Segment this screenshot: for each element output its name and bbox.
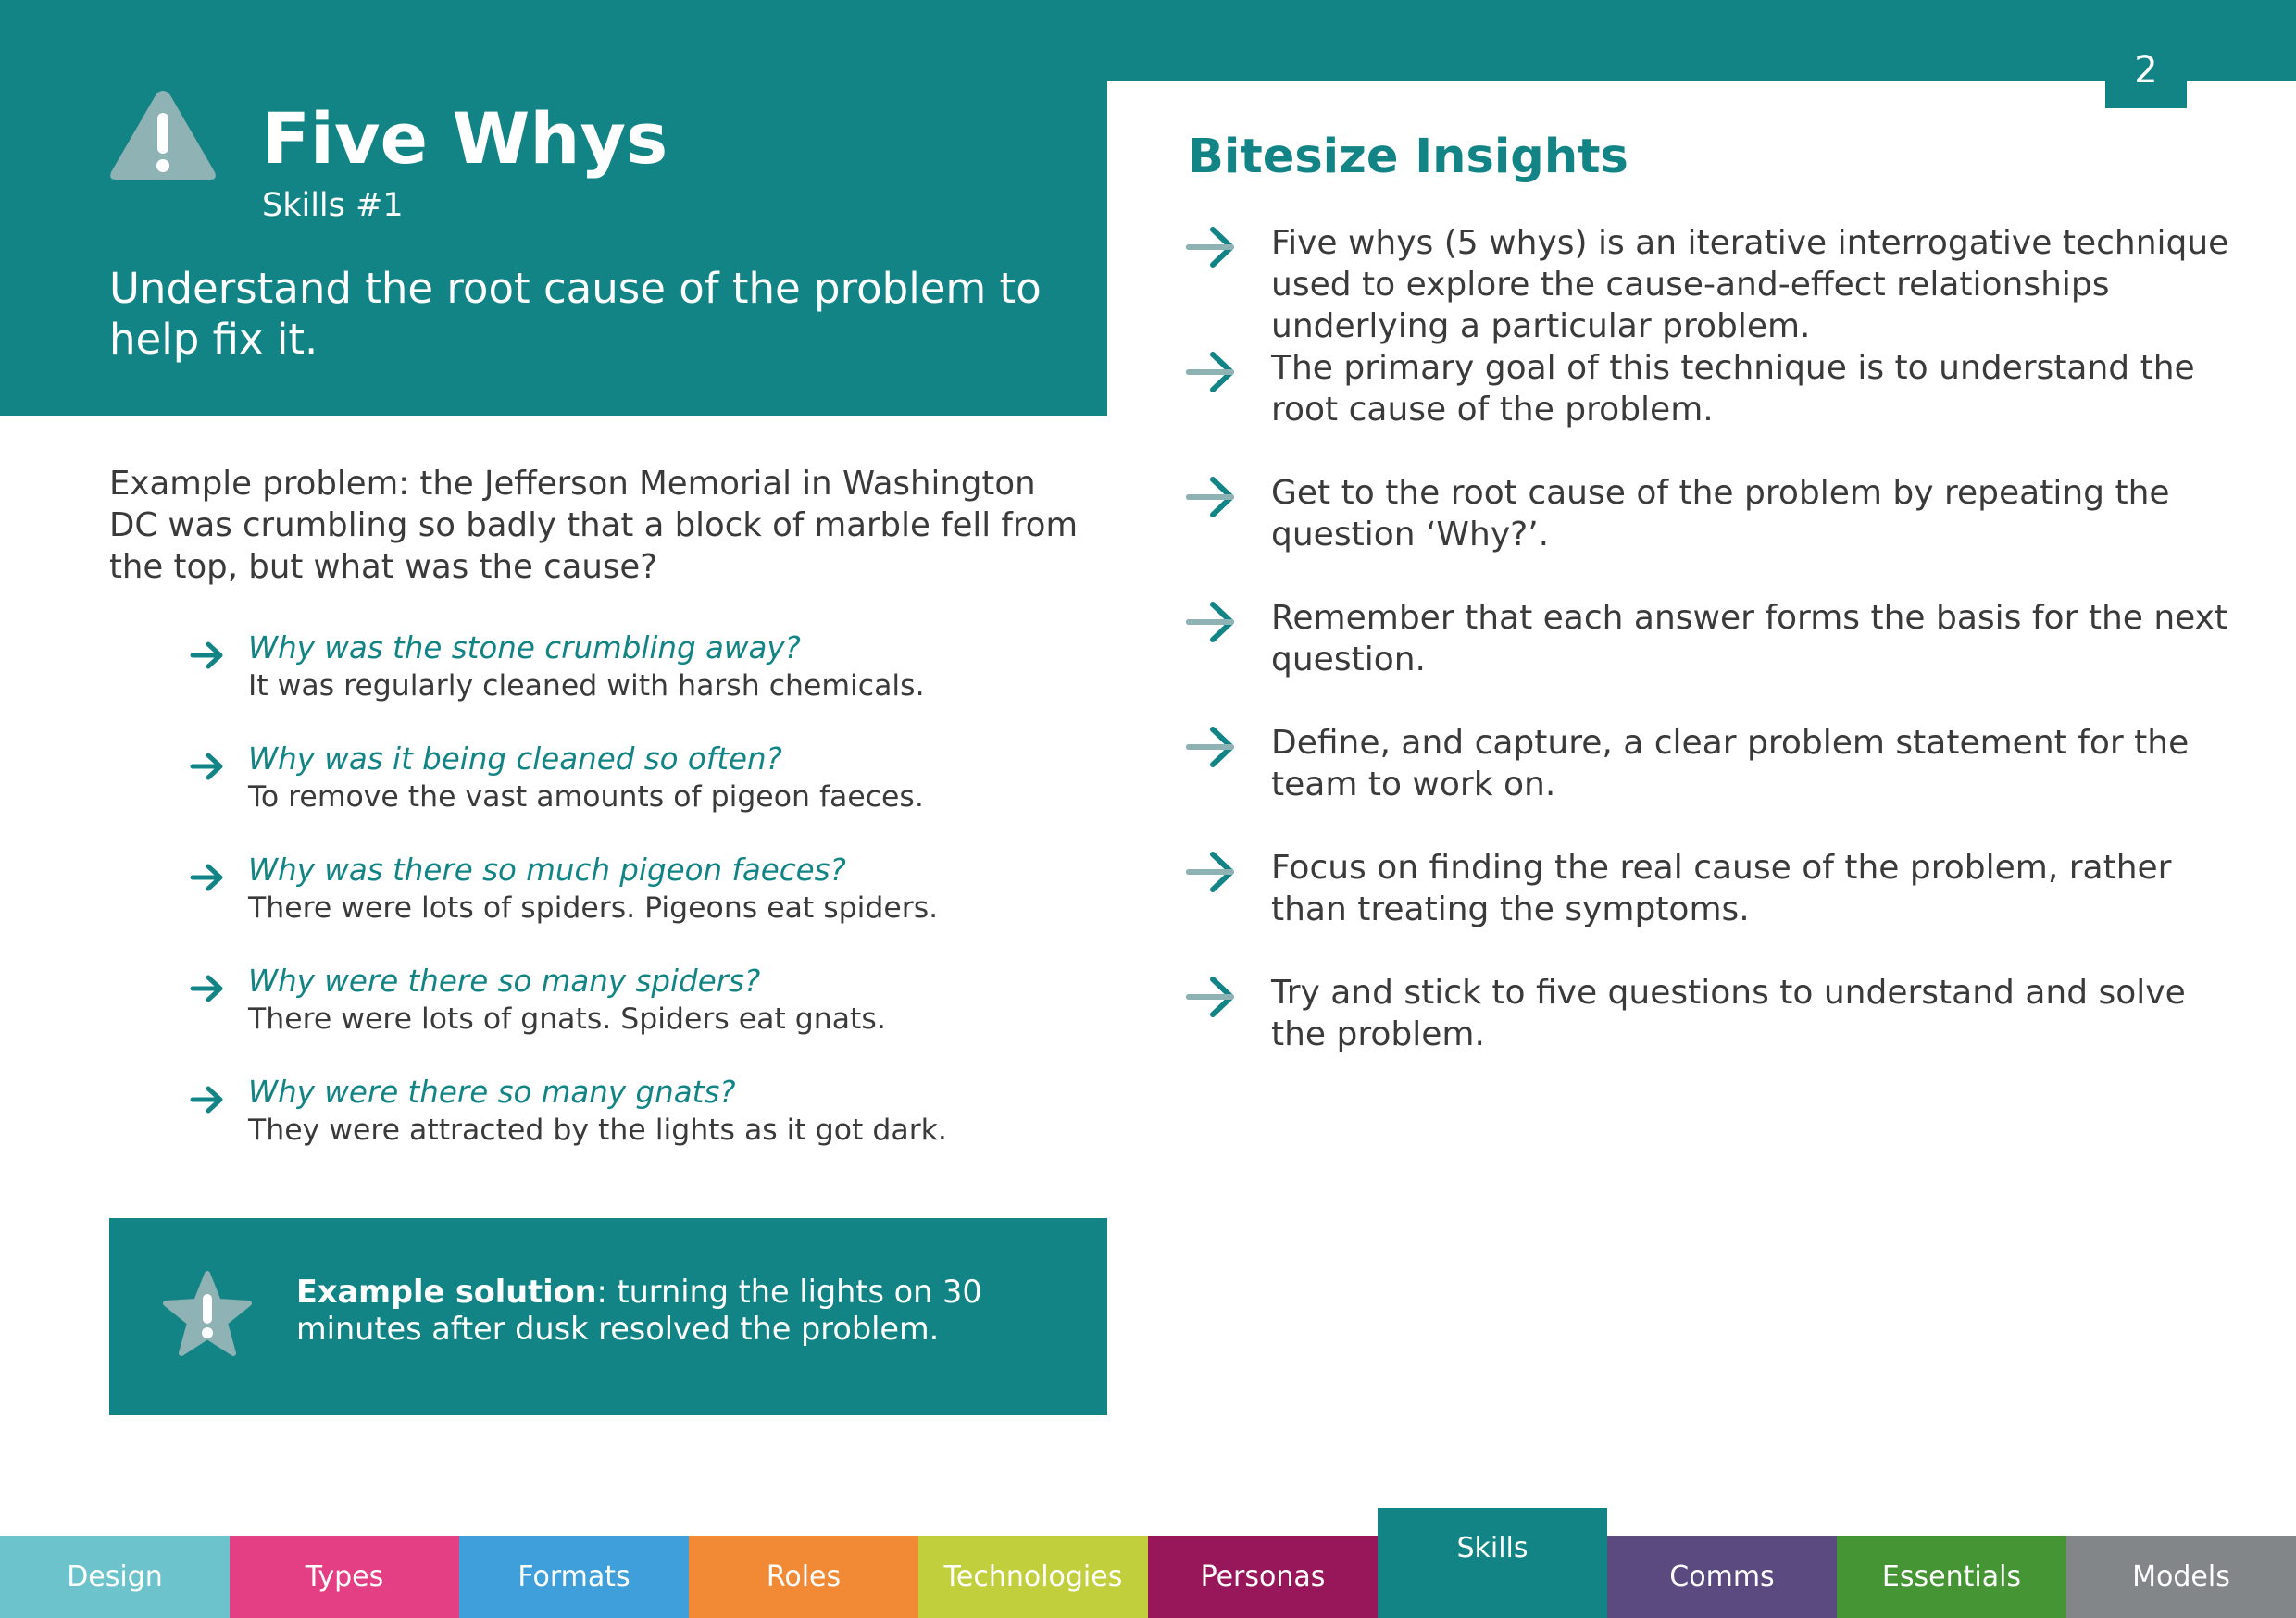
why-answer: They were attracted by the lights as it got dark. (248, 1114, 947, 1147)
star-exclamation-icon (161, 1270, 254, 1359)
arrow-right-icon (1185, 349, 1239, 395)
warning-triangle-icon (106, 85, 219, 185)
why-answer: There were lots of spiders. Pigeons eat spiders. (248, 891, 939, 925)
insight-item (1185, 722, 2231, 847)
arrow-right-icon (1185, 224, 1239, 270)
why-question: Why was the stone crumbling away? (248, 630, 801, 666)
arrow-right-icon (190, 641, 225, 670)
insight-item (1185, 972, 2231, 1097)
why-answer: To remove the vast amounts of pigeon faeces. (248, 780, 924, 814)
insight-text: Remember that each answer forms the basis for the next question. (1271, 599, 2228, 678)
page-title: Five Whys (262, 97, 668, 180)
arrow-right-icon (1185, 599, 1239, 645)
insight-item (1185, 472, 2231, 597)
why-question: Why was there so much pigeon faeces? (248, 853, 846, 888)
why-item (185, 741, 1018, 852)
insight-text: Get to the root cause of the problem by repeating the question ‘Why?’. (1271, 474, 2170, 554)
insights-list (1185, 222, 2231, 1097)
nav-tab-roles[interactable]: Roles (689, 1536, 918, 1618)
insight-text: Define, and capture, a clear problem statement for the team to work on. (1271, 724, 2190, 803)
arrow-right-icon (190, 974, 225, 1003)
why-answer: It was regularly cleaned with harsh chemicals. (248, 669, 925, 703)
insight-item (1185, 347, 2231, 472)
page-number: 2 (2105, 0, 2187, 108)
why-item (185, 963, 1018, 1074)
example-solution-box (109, 1218, 1107, 1415)
why-question: Why were there so many spiders? (248, 964, 761, 999)
nav-tab-models[interactable]: Models (2066, 1536, 2296, 1618)
why-answer: There were lots of gnats. Spiders eat gnats. (248, 1002, 886, 1036)
why-item (185, 852, 1018, 963)
insight-text: Try and stick to five questions to understand and solve the problem. (1271, 974, 2186, 1053)
arrow-right-icon (1185, 849, 1239, 895)
insight-item (1185, 222, 2231, 347)
nav-tab-skills[interactable]: Skills (1378, 1508, 1607, 1618)
page-tagline: Understand the root cause of the problem to help fix it. (109, 264, 1042, 364)
why-question: Why were there so many gnats? (248, 1075, 736, 1110)
nav-tab-types[interactable]: Types (230, 1536, 459, 1618)
why-item (185, 1074, 1018, 1185)
insight-text: Five whys (5 whys) is an iterative interrogative technique used to explore the cause-and-effect relationships underlying a particular problem. (1271, 224, 2229, 345)
solution-label: Example solution (296, 1274, 597, 1310)
nav-tab-essentials[interactable]: Essentials (1837, 1536, 2066, 1618)
why-list (185, 629, 1018, 1185)
arrow-right-icon (190, 752, 225, 781)
solution-text (296, 1274, 1018, 1348)
nav-tab-design[interactable]: Design (0, 1536, 230, 1618)
insights-title: Bitesize Insights (1188, 130, 1628, 184)
arrow-right-icon (1185, 724, 1239, 770)
arrow-right-icon (190, 1085, 225, 1114)
example-intro: Example problem: the Jefferson Memorial in Washington DC was crumbling so badly that a block of marble fell from the top, but what was the cause? (109, 465, 1079, 586)
nav-tab-formats[interactable]: Formats (459, 1536, 689, 1618)
page-subtitle: Skills #1 (262, 187, 404, 224)
section-nav (0, 1508, 2296, 1618)
why-question: Why was it being cleaned so often? (248, 741, 782, 777)
arrow-right-icon (190, 863, 225, 892)
arrow-right-icon (1185, 474, 1239, 520)
insight-item (1185, 597, 2231, 722)
nav-tab-technologies[interactable]: Technologies (918, 1536, 1148, 1618)
nav-tab-comms[interactable]: Comms (1607, 1536, 1837, 1618)
insight-item (1185, 847, 2231, 972)
arrow-right-icon (1185, 974, 1239, 1020)
insight-text: The primary goal of this technique is to understand the root cause of the problem. (1271, 349, 2195, 429)
why-item (185, 629, 1018, 741)
nav-tab-personas[interactable]: Personas (1148, 1536, 1378, 1618)
insight-text: Focus on finding the real cause of the problem, rather than treating the symptoms. (1271, 849, 2172, 928)
solution-body: : turning the lights on 30 minutes after dusk resolved the problem. (296, 1274, 982, 1347)
